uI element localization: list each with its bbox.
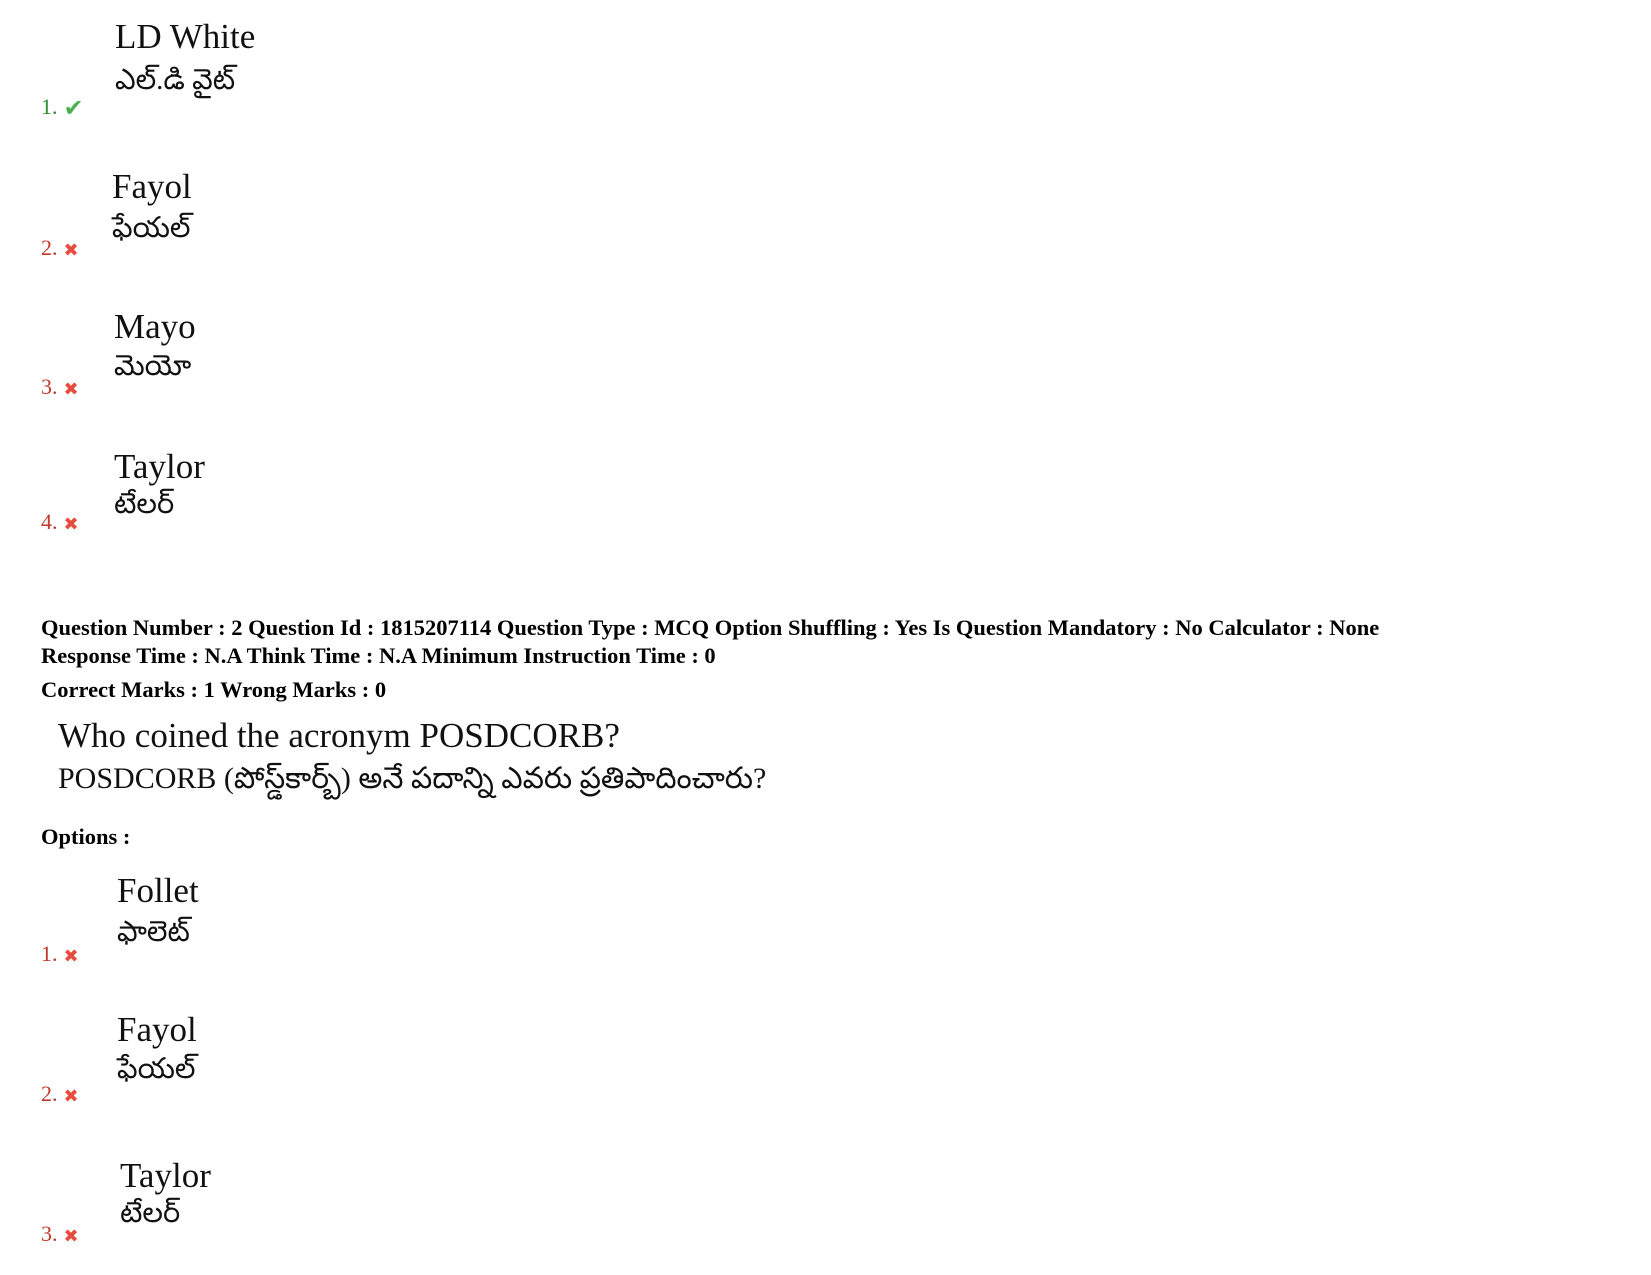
cross-icon: ✖ xyxy=(63,1225,79,1246)
option-number-label: 2. xyxy=(41,235,58,260)
option-text-telugu: ఫాలెట్ xyxy=(117,916,190,948)
question-meta-line-1: Question Number : 2 Question Id : 1815207114 Question Type : MCQ Option Shuffling : Yes Is Question Mandatory : No Calculator : None xyxy=(41,615,1380,640)
option-text-telugu: ఫేయల్ xyxy=(117,1053,196,1085)
option-text-english: LD White xyxy=(115,17,256,56)
question-meta-line-2: Response Time : N.A Think Time : N.A Minimum Instruction Time : 0 xyxy=(41,643,716,668)
option-text-english: Fayol xyxy=(117,1010,197,1049)
cross-icon: ✖ xyxy=(63,378,79,399)
option-number xyxy=(41,376,79,400)
option-item xyxy=(0,0,600,120)
marks-line: Correct Marks : 1 Wrong Marks : 0 xyxy=(41,677,387,702)
option-number-label: 2. xyxy=(41,1081,58,1106)
option-item xyxy=(0,280,600,400)
option-item xyxy=(0,140,600,260)
option-number-label: 3. xyxy=(41,374,58,399)
option-number-label: 3. xyxy=(41,1221,58,1246)
cross-icon: ✖ xyxy=(63,1085,79,1106)
options-label: Options : xyxy=(41,824,131,849)
option-text-english: Taylor xyxy=(114,447,205,486)
option-number-label: 4. xyxy=(41,509,58,534)
option-item xyxy=(0,1000,600,1120)
option-text-telugu: మెయో xyxy=(114,350,192,382)
question-text-english: Who coined the acronym POSDCORB? xyxy=(58,716,620,755)
option-text-telugu: ఫేయల్ xyxy=(112,212,191,244)
cross-icon: ✖ xyxy=(63,945,79,966)
option-item xyxy=(0,420,600,540)
option-number xyxy=(41,1223,79,1247)
cross-icon: ✖ xyxy=(63,513,79,534)
cross-icon: ✖ xyxy=(63,239,79,260)
option-text-telugu: టేలర్ xyxy=(120,1197,181,1229)
option-number xyxy=(41,943,79,967)
option-number xyxy=(41,1083,79,1107)
option-number xyxy=(41,96,84,120)
option-text-telugu: ఎల్.డి వైట్ xyxy=(115,64,236,96)
option-item xyxy=(0,860,600,980)
option-number-label: 1. xyxy=(41,94,58,119)
option-text-telugu: టేలర్ xyxy=(114,488,175,520)
option-text-english: Taylor xyxy=(120,1156,211,1195)
option-text-english: Mayo xyxy=(114,307,196,346)
check-icon: ✔ xyxy=(63,95,84,122)
option-text-english: Fayol xyxy=(112,167,192,206)
question-text-telugu: POSDCORB (పోస్డ్‌కార్బ్) అనే పదాన్ని ఎవరు ప్రతిపాదించారు? xyxy=(58,762,767,795)
option-text-english: Follet xyxy=(117,871,199,910)
option-number xyxy=(41,237,79,261)
option-number xyxy=(41,511,79,535)
option-item xyxy=(0,1140,600,1260)
option-number-label: 1. xyxy=(41,941,58,966)
